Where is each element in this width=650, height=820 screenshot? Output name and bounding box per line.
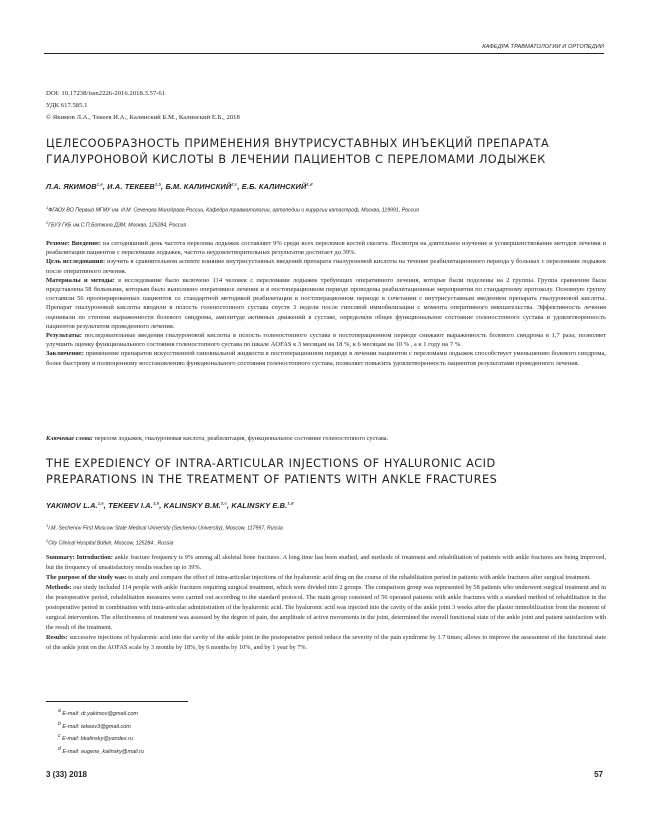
author: TEKEEV I.A.$^{1,b}$, [108,501,164,511]
title-ru-line-2: ГИАЛУРОНОВОЙ КИСЛОТЫ В ЛЕЧЕНИИ ПАЦИЕНТОВ С ПЕРЕЛОМАМИ ЛОДЫЖЕК [46,153,546,166]
author: KALINSKY E.B.$^{1,d}$ [231,501,294,511]
title-en-line-2: PREPARATIONS IN THE TREATMENT OF PATIENTS WITH ANKLE FRACTURES [46,473,498,486]
title-ru [46,136,606,168]
keywords-label: Ключевые слова: [46,435,93,442]
article-meta [46,88,240,124]
author: И.А. ТЕКЕЕВ$^{1,b}$, [107,182,166,192]
affiliation: $^2$ГБУЗ ГКБ им.С.П.Боткина ДЗМ, Москва, 125284, Россия [46,219,187,229]
authors-ru [46,182,313,191]
author: YAKIMOV L.A.$^{1,a}$, [46,501,109,511]
abstract-en [46,553,606,653]
author: Б.М. КАЛИНСКИЙ$^{2,c}$, [165,182,242,192]
title-ru-line-1: ЦЕЛЕСООБРАЗНОСТЬ ПРИМЕНЕНИЯ ВНУТРИСУСТАВНЫХ ИНЪЕКЦИЙ ПРЕПАРАТА [46,137,550,150]
footnote-email: $^a$ E-mail: dr.yakimov@gmail.com [58,708,138,717]
abstract-ru [46,239,606,368]
footnote-rule [46,701,188,702]
abstract-paragraph: Methods: our study included 114 people with ankle fractures requiring surgical treatment, which were divided into 2 groups. The comparison group was represented by 58 patients who underwent surgical treatment and in the postoperative period, rehabilitation measures were carried out according to the standard protocol. The main group consisted of 56 operated patients with ankle fractures with a standard method of rehabilitation in the postoperative period in combination with intra-articular administration of the hyaluronic acid. The hyaluronic acid was injected into the cavity of the ankle joint 3 weeks after the plaster immobilization from the moment of surgical intervention. The effectiveness of treatment was assessed by the degree of pain, the amplitude of active movements in the joint, determined the overall functional state of the ankle joint and patient satisfaction with the result of the treatment. [46,584,606,631]
abstract-paragraph: Резюме: Введение: на сегодняшний день частота перелома лодыжек составляет 9% среди всех переломов костей скелета. Несмотря на длительное изучение и усовершенствование методов лечения и реабилитации пациентов с переломами лодыжек, частота неудовлетворительных результатов достигает до 39%. [46,240,607,257]
affiliation: $^1$ФГАОУ ВО Первый МГМУ им. И.М. Сеченова Минздрава России, Кафедра травматологии, ортопедии и хирургии катастроф, Москва, 119991, Россия [46,205,419,214]
header-rule [44,53,604,54]
abstract-paragraph: Материалы и методы: в исследование было включено 114 человек с переломами лодыжек требующих оперативного лечения, которые были поделены на 2 группы. Группа сравнения была представлена 58 больными, которым было выполнено оперативное лечение и в постоперационном периоде проведены реабилитационные мероприятия по стандартному протоколу. Основную группу составили 56 прооперированных пациентов со стандартной методикой реабилитации в постоперационном периоде в сочетании с внутрисуставным введением препарата гиалуроновой кислоты. Препарат гиалуроновой кислоты вводили в полость голеностопного сустава спустя 3 недели после гипсовой иммобилизации с момента оперативного вмешательства. Эффективность лечения оценивали по степени выраженности болевого синдрома, амплитуде активных движений в суставе, определяли общее функциональное состояние голеностопного сустава и удовлетворенность пациентов результатом проведенного лечения. [46,276,606,330]
doi: DOI: 10.17238/issn2226-2016.2018.3.57-61 [46,90,166,97]
abstract-paragraph: Результаты: последовательные введения гиалуроновой кислоты в полость голеностопного сустава в постоперационном периоде снижают выраженность болевого синдрома в 1,7 раза; позволяет улучшить оценку функционального состояния голеностопного сустава по шкале AOFAS к 3 месяцам на 18 %, к 6 месяцам на 10 % , а к 1 году на 7 %. [46,332,606,349]
title-en-line-1: THE EXPEDIENCY OF INTRA-ARTICULAR INJECTIONS OF HYALURONIC ACID [46,457,496,470]
author: Е.Б. КАЛИНСКИЙ$^{1,d}$ [241,182,313,192]
footnote-email: $^b$ E-mail: tekeev3@gmail.com [58,720,131,730]
copyright: © Якимов Л.А., Текеев И.А., Калинский Б.М., Калинский Е.Б., 2018 [46,114,240,122]
abstract-paragraph: Results: successive injections of hyaluronic acid into the cavity of the ankle joint in the postoperative period reduce the severity of the pain syndrome by 1.7 times; allows to improve the assessment of the functional state of the ankle joint on the AOFAS scale by 3 months by 18%, by 6 months by 10%, and by 1 year by 7%. [46,634,607,651]
abstract-paragraph: Summary: Introduction: ankle fracture frequency is 9% among all skeletal bone fractures. A long time has been studied, and methods of treatment and rehabilitation of patients with ankle fractures are being improved, but the frequency of unsatisfactory results reaches up to 39%. [46,554,606,571]
running-head: КАФЕДРА ТРАВМАТОЛОГИИ И ОРТОПЕДИИ [482,44,604,50]
abstract-paragraph: The purpose of the study was: to study and compare the effect of intra-articular injections of the hyaluronic acid drug on the course of the rehabilitation period in patients with ankle fractures after surgical treatment. [46,574,591,581]
title-en [46,456,606,488]
footnote-email: $^d$ E-mail: eugene_kalinsky@mail.ru [58,745,145,755]
footnote-email: $^c$ E-mail: bkalinsky@yandex.ru [58,733,134,743]
keywords-text: перелом лодыжек, гиалуроновая кислота, реабилитация, функциональное состояние голеностопного сустава. [94,435,389,442]
footnotes [58,707,144,758]
affiliation: $^2$City Clinical Hospital Botkin, Moscow, 125284 , Russia [46,537,174,547]
authors-en [46,501,294,510]
issue-number: 3 (33) 2018 [46,770,87,779]
affiliations-en [46,520,616,549]
udk: УДК 617.585.1 [46,102,88,110]
abstract-paragraph: Цель исследования: изучить в сравнительном аспекте влияние внутрисуставных введений препарата гиалуроновой кислоты на течение реабилитационного периода у больных с переломами лодыжек после оперативного лечения. [46,258,606,275]
author: KALINSKY B.M.$^{2,c}$, [163,501,232,511]
keywords-ru [46,435,388,442]
affiliations-ru [46,202,616,231]
page-number: 57 [594,770,603,779]
author: Л.А. ЯКИМОВ$^{1,a}$, [46,182,108,192]
affiliation: $^1$I.M. Sechenov First Moscow State Medical University (Sechenov University), Moscow, 117997, Russia [46,523,283,532]
abstract-paragraph: Заключение: применение препаратов искусственной синовиальной жидкости в постоперационном периоде в лечении пациентов с переломами лодыжек способствует уменьшению болевого синдрома, более быстрому и полноценному восстановлению функционального состояния голеностопного сустава, позволяет повысить удовлетворенность пациентов результатами проведенного лечения. [46,350,606,367]
